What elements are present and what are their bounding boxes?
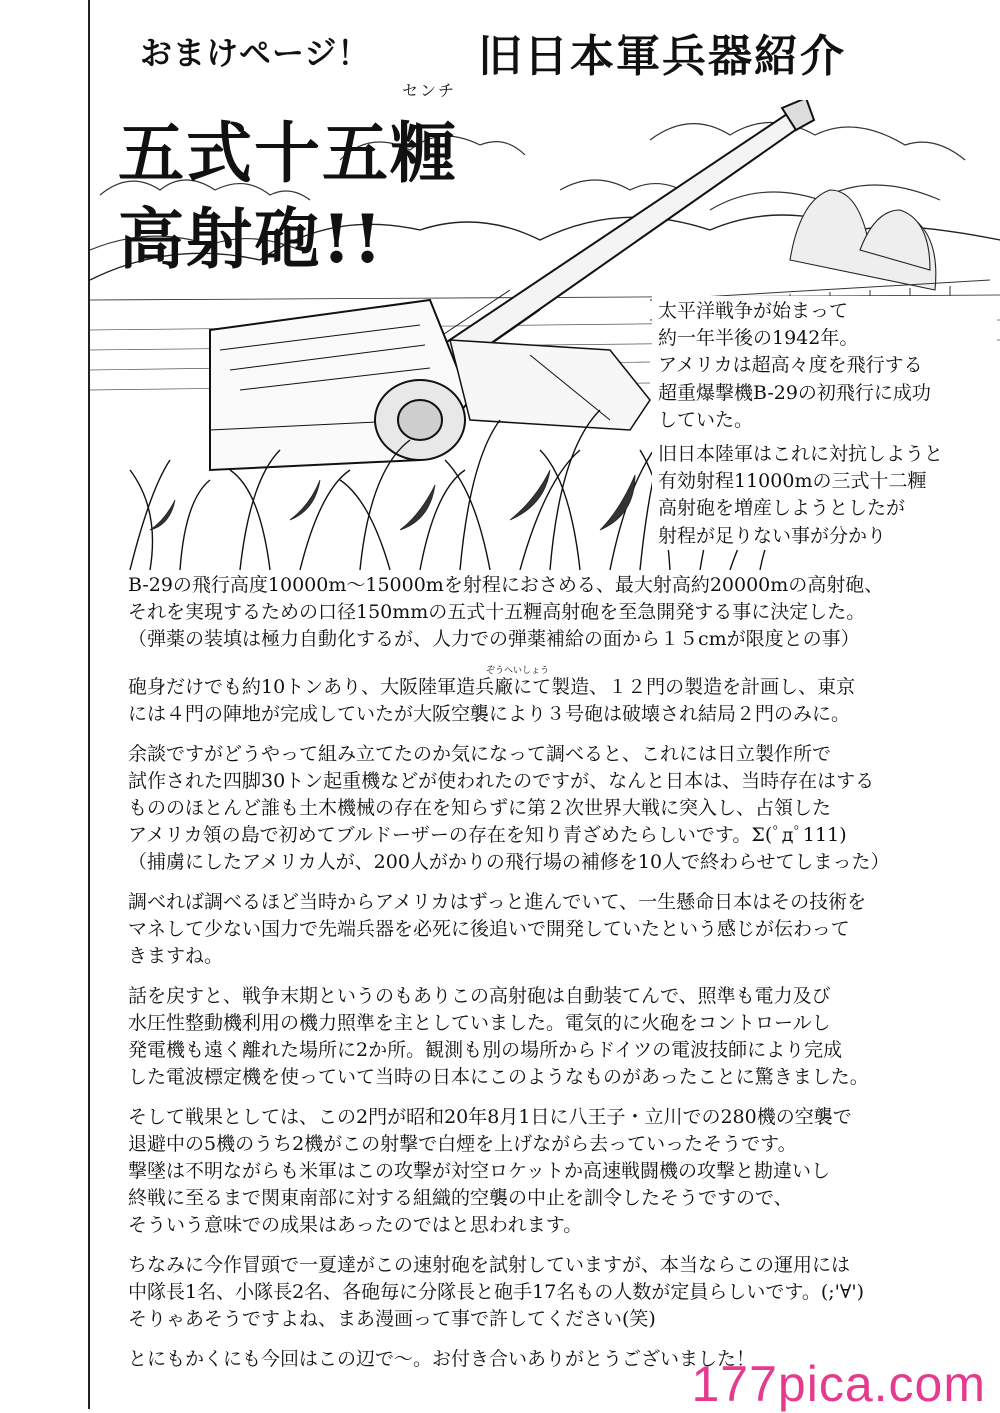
paragraph-line: 調べれば調べるほど当時からアメリカはずっと進んでいて、一生懸命日本はその技術を: [128, 891, 867, 913]
paragraph-line: もののほとんど誰も土木機械の存在を知らずに第２次世界大戦に突入し、占領した: [128, 797, 832, 819]
header-weapon-intro: 旧日本軍兵器紹介: [478, 31, 846, 82]
side-text-block: [658, 298, 943, 550]
title-ruby: センチ: [402, 81, 457, 100]
paragraph-line: 終戦に至るまで関東南部に対する組織的空襲の中止を訓令したそうですので、: [128, 1187, 793, 1209]
paragraph-line: 余談ですがどうやって組み立てたのか気になって調べると、これには日立製作所で: [128, 743, 832, 765]
paragraph-line: アメリカ領の島で初めてブルドーザーの存在を知り青ざめたらしいです。Σ(ﾟдﾟ111): [128, 824, 847, 846]
paragraph-technology: [128, 889, 988, 970]
paragraph-line: とにもかくにも今回はこの辺で～。お付き合いありがとうございました！: [128, 1348, 756, 1370]
paragraph-line: 砲身だけでも約10トンあり、大阪陸軍造兵廠にて製造、１２門の製造を計画し、東京: [128, 676, 856, 698]
paragraph-line: そりゃあそうですよね、まあ漫画って事で許してください(笑): [128, 1308, 656, 1330]
paragraph-crew: [128, 1252, 988, 1333]
side-text-line: 旧日本陸軍はこれに対抗しようと: [658, 443, 944, 466]
paragraph-line: 退避中の5機のうち2機がこの射撃で白煙を上げながら去っていったそうです。: [128, 1133, 797, 1155]
paragraph-line: マネして少ない国力で先端兵器を必死に後追いで開発していたという感じが伝わって: [128, 918, 850, 940]
paragraph-line: そして戦果としては、この2門が昭和20年8月1日に八王子・立川での280機の空襲で: [128, 1106, 852, 1128]
paragraph-line: 水圧性整動機利用の機力照準を主としていました。電気的に火砲をコントロールし: [128, 1012, 831, 1034]
watermark-text: 177pica.com: [691, 1356, 986, 1412]
paragraph-line: きますね。: [128, 945, 224, 967]
ruby-zouheishou: ぞうへいしょう: [486, 666, 550, 676]
paragraph-line: それを実現するための口径150mmの五式十五糎高射砲を至急開発する事に決定した。: [128, 601, 866, 623]
paragraph-line: そういう意味での成果はあったのではと思われます。: [128, 1214, 583, 1236]
paragraph-line: 試作された四脚30トン起重機などが使われたのですが、なんと日本は、当時存在はする: [128, 770, 875, 792]
side-text-line: 太平洋戦争が始まって: [658, 300, 849, 322]
paragraph-line: には４門の陣地が完成していたが大阪空襲により３号砲は破壊され結局２門のみに。: [128, 703, 851, 725]
paragraph-development: [128, 572, 988, 653]
paragraph-line: ちなみに今作冒頭で一夏達がこの速射砲を試射していますが、本当ならこの運用には: [128, 1254, 851, 1276]
paragraph-results: [128, 1104, 988, 1239]
paragraph-aiming: [128, 983, 988, 1091]
side-text-line: 有効射程11000mの三式十二糎: [658, 470, 927, 493]
page-title-line1: 五式十五糎: [118, 114, 458, 192]
article-body: [128, 572, 988, 1386]
side-text-line: していた。: [658, 408, 754, 431]
paragraph-production: [128, 666, 988, 728]
paragraph-line: 中隊長1名、小隊長2名、各砲毎に分隊長と砲手17名もの人数が定員らしいです。(;'∀'): [128, 1281, 864, 1303]
side-text-line: アメリカは超高々度を飛行する: [658, 354, 923, 377]
paragraph-line: した電波標定機を使っていて当時の日本にこのようなものがあったことに驚きました。: [128, 1066, 869, 1088]
paragraph-line: 話を戻すと、戦争末期というのもありこの高射砲は自動装てんで、照準も電力及び: [128, 985, 831, 1007]
paragraph-line: 発電機も遠く離れた場所に2か所。観測も別の場所からドイツの電波技師により完成: [128, 1039, 843, 1061]
side-text-line: 超重爆撃機B-29の初飛行に成功: [658, 381, 931, 404]
paragraph-assembly: [128, 741, 988, 876]
page-title-line2: 高射砲!!: [118, 200, 384, 278]
side-text-line: 高射砲を増産しようとしたが: [658, 497, 906, 520]
paragraph-line: B-29の飛行高度10000m～15000mを射程におさめる、最大射高約20000mの高射砲、: [128, 574, 884, 596]
paragraph-line: 撃墜は不明ながらも米軍はこの攻撃が対空ロケットか高速戦闘機の攻撃と勘違いし: [128, 1160, 831, 1182]
side-text-line: 射程が足りない事が分かり: [658, 524, 887, 547]
paragraph-line: （捕虜にしたアメリカ人が、200人がかりの飛行場の補修を10人で終わらせてしまった）: [128, 851, 890, 873]
side-text-line: 約一年半後の1942年。: [658, 327, 859, 350]
paragraph-line: （弾薬の装填は極力自動化するが、人力での弾薬補給の面から１５cmが限度との事）: [128, 628, 860, 650]
header-extra-page: おまけページ！: [140, 34, 371, 72]
